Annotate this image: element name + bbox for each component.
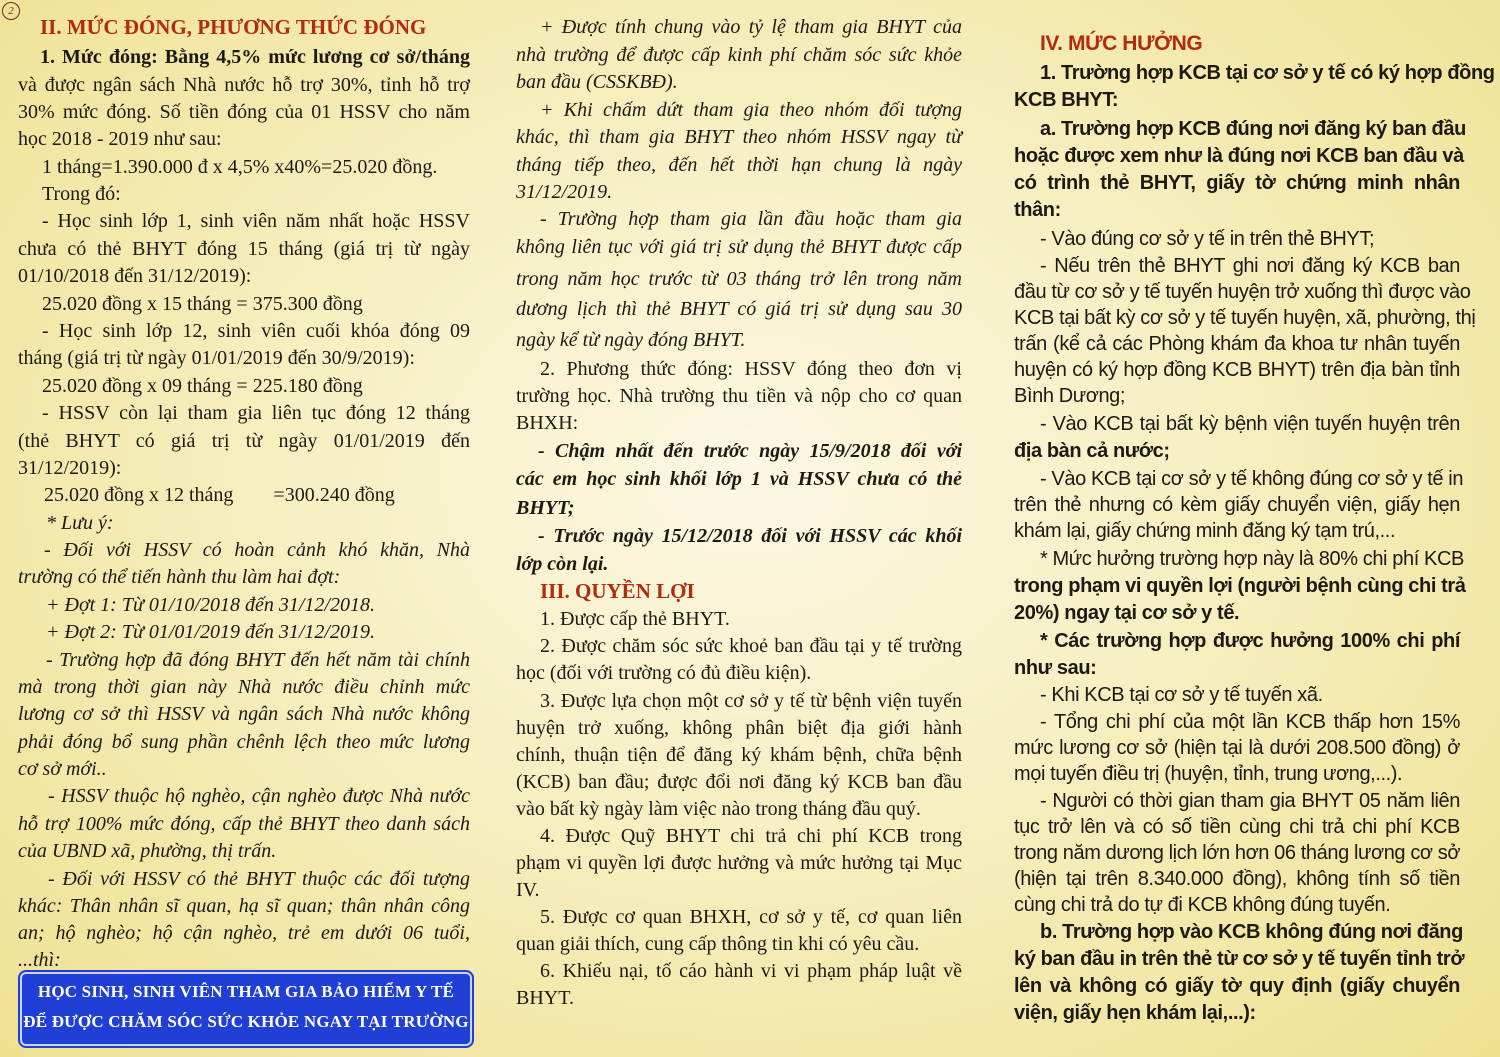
text-line: - Người có thời gian tham gia BHYT 05 năm liên bbox=[1040, 790, 1460, 812]
text-line: ban đầu (CSSKBĐ). bbox=[516, 71, 678, 93]
text-line: trong năm học trước từ 03 tháng trở lên trong năm bbox=[516, 268, 962, 290]
text-line: 6. Khiếu nại, tố cáo hành vi vi phạm pháp luật về bbox=[540, 960, 962, 982]
text-line: an; hộ nghèo; hộ cận nghèo, trẻ em dưới 06 tuổi, bbox=[18, 922, 470, 944]
text-line: 1. Trường hợp KCB tại cơ sở y tế có ký hợp đồng bbox=[1040, 62, 1495, 84]
text-line: KCB BHYT: bbox=[1014, 89, 1119, 111]
text-line: dương lịch thì thẻ BHYT có giá trị sử dụng sau 30 bbox=[516, 298, 962, 320]
text-line: Bình Dương; bbox=[1014, 385, 1126, 407]
text-line: đầu từ cơ sở y tế tuyến huyện trở xuống thì được vào bbox=[1014, 281, 1471, 303]
text-line: ngày kể từ ngày đóng BHYT. bbox=[516, 329, 746, 351]
text-line: trên thẻ nhưng có kèm giấy chuyển viện, giấy hẹn bbox=[1014, 494, 1460, 516]
text-line: mức lương cơ sở (hiện tại là dưới 208.500 đồng) ở bbox=[1014, 737, 1460, 759]
text-line: - HSSV còn lại tham gia liên tục đóng 12 tháng bbox=[42, 402, 470, 424]
text-line: hoặc được xem như là đúng nơi KCB ban đầu và bbox=[1014, 145, 1464, 167]
text-line: tháng (giá trị từ ngày 01/01/2019 đến 30/9/2019): bbox=[18, 347, 415, 369]
text-line: 20%) ngay tại cơ sở y tế. bbox=[1014, 602, 1240, 624]
text-line: phải đóng bổ sung phần chênh lệch theo mức lương bbox=[18, 731, 470, 753]
text-line: (hiện tại trên 8.340.000 đồng), không tính số tiền bbox=[1014, 868, 1460, 890]
text-line: - Học sinh lớp 1, sinh viên năm nhất hoặc HSSV bbox=[42, 210, 470, 232]
section-heading-ii: II. MỨC ĐÓNG, PHƯƠNG THỨC ĐÓNG bbox=[40, 15, 427, 39]
text-line: khác: Thân nhân sĩ quan, hạ sĩ quan; thân nhân công bbox=[18, 895, 470, 917]
text-line: viện, giấy hẹn khám lại,...): bbox=[1014, 1002, 1256, 1024]
text-line: khám lại, giấy chứng minh đăng ký tạm trú,... bbox=[1014, 520, 1396, 542]
text-line: các em học sinh khối lớp 1 và HSSV chưa có thẻ bbox=[516, 468, 962, 490]
note-label: * Lưu ý: bbox=[46, 512, 114, 534]
text-line: - HSSV thuộc hộ nghèo, cận nghèo được Nhà nước bbox=[48, 785, 470, 807]
text-line: b. Trường hợp vào KCB không đúng nơi đăng bbox=[1040, 921, 1463, 943]
text-line: * Các trường hợp được hưởng 100% chi phí bbox=[1040, 630, 1460, 652]
banner-line-2: ĐỂ ĐƯỢC CHĂM SÓC SỨC KHỎE NGAY TẠI TRƯỜNG bbox=[23, 1012, 469, 1031]
text-line: không liên tục với giá trị sử dụng thẻ BHYT được cấp bbox=[516, 236, 962, 258]
text-line: chính, thuận tiện để đăng ký khám bệnh, chữa bệnh bbox=[516, 744, 962, 766]
section-heading-iii: III. QUYỀN LỢI bbox=[540, 579, 695, 603]
banner-line-1: HỌC SINH, SINH VIÊN THAM GIA BẢO HIỂM Y TẾ bbox=[37, 982, 455, 1001]
text-line: - Vào KCB tại cơ sở y tế không đúng cơ sở y tế in bbox=[1040, 468, 1464, 490]
text-line: huyện có ký hợp đồng KCB BHYT) trên địa bàn tỉnh bbox=[1014, 359, 1460, 381]
text-line: 3. Được lựa chọn một cơ sở y tế từ bệnh viện tuyến bbox=[540, 690, 962, 712]
text-line: cơ sở mới.. bbox=[18, 758, 107, 780]
section-heading-iv: IV. MỨC HƯỞNG bbox=[1040, 32, 1203, 55]
text-line: KCB tại bất kỳ cơ sở y tế tuyến huyện, xã, phường, thị bbox=[1014, 307, 1476, 329]
text-line: chưa có thẻ BHYT đóng 15 tháng (giá trị từ ngày bbox=[18, 238, 470, 260]
text-line: BHYT; bbox=[516, 497, 575, 519]
text-line: trường học. Nhà trường thu tiền và nộp cho cơ quan bbox=[516, 385, 962, 407]
text-line: ký ban đầu in trên thẻ từ cơ sở y tế tuyến tỉnh trở bbox=[1014, 948, 1465, 970]
text-line bbox=[18, 44, 470, 70]
text-line: lớp còn lại. bbox=[516, 553, 609, 575]
text-line: trấn (kể cả các Phòng khám đa khoa tư nhân tuyến bbox=[1014, 333, 1460, 355]
text-line: 31/12/2019. bbox=[516, 181, 613, 203]
text-line: cùng chi trả do tự đi KCB không đúng tuyến. bbox=[1014, 894, 1391, 916]
text-line: a. Trường hợp KCB đúng nơi đăng ký ban đầu bbox=[1040, 118, 1466, 140]
text-line: BHYT. bbox=[516, 987, 574, 1009]
text-line: vào bất kỳ ngày làm việc nào trong tháng đầu quý. bbox=[516, 798, 921, 820]
text-line: mọi tuyến điều trị (huyện, tỉnh, trung ương,...). bbox=[1014, 763, 1403, 785]
text-line: - Đối với HSSV có hoàn cảnh khó khăn, Nhà bbox=[44, 539, 470, 561]
text-line: trong năm dương lịch lớn hơn 06 tháng lương cơ sở bbox=[1014, 842, 1461, 864]
text-line: 5. Được cơ quan BHXH, cơ sở y tế, cơ quan liên bbox=[540, 906, 962, 928]
page-number-badge: 2 bbox=[2, 2, 20, 20]
text-line: - Chậm nhất đến trước ngày 15/9/2018 đối với bbox=[538, 440, 962, 462]
text-line: + Được tính chung vào tỷ lệ tham gia BHYT của bbox=[540, 16, 962, 38]
text-line: 4. Được Quỹ BHYT chi trả chi phí KCB trong bbox=[540, 825, 962, 847]
text-line: nhà trường để được cấp kinh phí chăm sóc sức khỏe bbox=[516, 44, 962, 66]
text-line: 2. Được chăm sóc sức khoẻ ban đầu tại y tế trường bbox=[540, 635, 962, 657]
text-line: + Đợt 2: Từ 01/01/2019 đến 31/12/2019. bbox=[46, 621, 375, 643]
text-line: huyện trở xuống, không phân biệt địa giới hành bbox=[516, 717, 962, 739]
text-line: trong phạm vi quyền lợi (người bệnh cùng chi trả bbox=[1014, 575, 1466, 597]
text-line: 2. Phương thức đóng: HSSV đóng theo đơn vị bbox=[540, 358, 962, 380]
text-line: phạm vi quyền lợi được hưởng và mức hưởng tại Mục bbox=[516, 852, 962, 874]
text-line: của UBND xã, phường, thị trấn. bbox=[18, 840, 277, 862]
text-line: - Nếu trên thẻ BHYT ghi nơi đăng ký KCB ban bbox=[1040, 255, 1460, 277]
text-line: Trong đó: bbox=[42, 183, 121, 205]
text-line: IV. bbox=[516, 879, 540, 901]
text-line: và được ngân sách Nhà nước hỗ trợ 30%, tỉnh hỗ trợ bbox=[18, 74, 470, 96]
text-line: - Học sinh lớp 12, sinh viên cuối khóa đóng 09 bbox=[42, 320, 470, 342]
text-line: 1 tháng=1.390.000 đ x 4,5% x40%=25.020 đồng. bbox=[42, 156, 438, 178]
text-line: trường có thể tiến hành thu làm hai đợt: bbox=[18, 566, 341, 588]
text-line: thân: bbox=[1014, 199, 1061, 221]
text-line: - Trước ngày 15/12/2018 đối với HSSV các khối bbox=[538, 525, 962, 547]
text-line: 30% mức đóng. Số tiền đóng của 01 HSSV cho năm bbox=[18, 101, 470, 123]
text-line: BHXH: bbox=[516, 412, 579, 434]
text-line: mà trong thời gian này Nhà nước điều chỉnh mức bbox=[18, 676, 470, 698]
text-line: tháng tiếp theo, đến hết thời hạn chung là ngày bbox=[516, 154, 962, 176]
text-line: - Vào KCB tại bất kỳ bệnh viện tuyến huyện trên bbox=[1040, 413, 1460, 435]
text-line: 01/10/2018 đến 31/12/2019): bbox=[18, 265, 252, 287]
text-line: địa bàn cả nước; bbox=[1014, 440, 1170, 462]
slogan-banner bbox=[20, 972, 472, 1046]
text-line: khác, thì tham gia BHYT theo nhóm HSSV ngay từ bbox=[516, 126, 962, 148]
text-line: + Đợt 1: Từ 01/10/2018 đến 31/12/2018. bbox=[46, 594, 375, 616]
text-span: 1. Mức đóng: Bằng 4,5% mức lương cơ sở/tháng bbox=[40, 46, 470, 68]
text-line: như sau: bbox=[1014, 657, 1097, 679]
text-line: * Mức hưởng trường hợp này là 80% chi phí KCB bbox=[1040, 548, 1464, 570]
text-line: 31/12/2019): bbox=[18, 457, 122, 479]
text-line: 25.020 đồng x 15 tháng = 375.300 đồng bbox=[42, 293, 363, 315]
text-line: - Đối với HSSV có thẻ BHYT thuộc các đối tượng bbox=[48, 868, 470, 890]
text-line: học (đối với trường có đủ điều kiện). bbox=[516, 662, 812, 684]
text-line: - Trường hợp tham gia lần đầu hoặc tham gia bbox=[540, 208, 962, 230]
text-line: - Trường hợp đã đóng BHYT đến hết năm tài chính bbox=[46, 649, 470, 671]
text-line: hỗ trợ 100% mức đóng, cấp thẻ BHYT theo danh sách bbox=[18, 813, 470, 835]
text-line: lương cơ sở thì HSSV và ngân sách Nhà nước không bbox=[18, 703, 470, 725]
text-line: học 2018 - 2019 như sau: bbox=[18, 128, 222, 150]
text-line: tục trở lên và có số tiền cùng chi trả chi phí KCB bbox=[1014, 816, 1460, 838]
text-line: + Khi chấm dứt tham gia theo nhóm đối tượng bbox=[540, 99, 962, 121]
text-line: 1. Được cấp thẻ BHYT. bbox=[540, 608, 730, 630]
text-line: - Khi KCB tại cơ sở y tế tuyến xã. bbox=[1040, 684, 1323, 706]
text-line: quan giải thích, cung cấp thông tin khi có yêu cầu. bbox=[516, 933, 920, 955]
text-line: - Vào đúng cơ sở y tế in trên thẻ BHYT; bbox=[1040, 228, 1375, 250]
text-line: (KCB) ban đầu; được đổi nơi đăng ký KCB ban đầu bbox=[516, 771, 962, 793]
text-line: 25.020 đồng x 12 tháng =300.240 đồng bbox=[44, 484, 395, 506]
text-line: - Tổng chi phí của một lần KCB thấp hơn 15% bbox=[1040, 711, 1460, 733]
text-line: ...thì: bbox=[18, 949, 61, 971]
text-line: có trình thẻ BHYT, giấy tờ chứng minh nhân bbox=[1014, 172, 1460, 194]
text-line: (thẻ BHYT có giá trị từ ngày 01/01/2019 đến bbox=[18, 430, 470, 452]
text-line: 25.020 đồng x 09 tháng = 225.180 đồng bbox=[42, 375, 363, 397]
text-line: lên và không có giấy tờ quy định (giấy chuyển bbox=[1014, 975, 1460, 997]
